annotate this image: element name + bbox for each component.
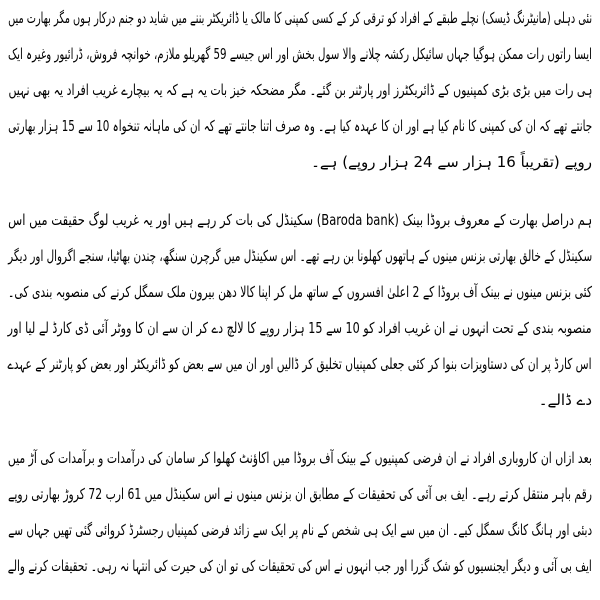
article-line (8, 310, 592, 346)
article-line (8, 36, 592, 72)
article-line (8, 382, 592, 418)
article-line (8, 72, 592, 108)
article-line (8, 512, 592, 548)
line-text: ہم دراصل بھارت کے معروف بروڈا بینک (Baroda bank) سکینڈل کی بات کر رہے ہیں اور یہ غریب لوگ حقیقت میں اس (8, 211, 592, 229)
article-paragraph (8, 0, 592, 180)
line-text: رقم باہر منتقل کرتے رہے۔ ایف بی آئی کی تحقیقات کے مطابق ان بزنس مینوں نے اس سکینڈل میں 61 ارب 72 کروڑ بھارتی روپے (8, 485, 592, 503)
line-text: نئی دہلی (مانیٹرنگ ڈیسک) نچلے طبقے کے افراد کو ترقی کر کے کسی کمپنی کا مالک یا ڈائریکٹر بننے میں شاید دو جنم درکار ہوں مگر بھارت میں (8, 9, 592, 27)
line-text: اس کارڈ پر ان کی دستاویزات بنوا کر کئی جعلی کمپنیاں تخلیق کر ڈالیں اور ان میں سے بعض کو ڈائریکٹر اور بعض کو پارٹنر کے عہدے (8, 355, 592, 373)
article-line (8, 274, 592, 310)
line-text: ایف بی آئی و دیگر ایجنسیوں کو شک گزرا اور جب انہوں نے اس کی تحقیقات کی تو ان کی حیرت کی انتہا نہ رہی۔ تحقیقات کرنے والے (8, 557, 592, 575)
article-line (8, 202, 592, 238)
line-text: بعد ازاں ان کاروباری افراد نے ان فرضی کمپنیوں کے بینک آف بروڈا میں اکاؤنٹ کھلوا کر سامان کی درآمدات و برآمدات کی آڑ میں (8, 449, 592, 467)
article-paragraph (8, 440, 592, 584)
line-text: دے ڈالے۔ (538, 391, 592, 409)
line-text: ایسا راتوں رات ممکن ہوگیا جہاں سائیکل رکشہ چلانے والا سول بخش اور اس جیسے 59 گھریلو ملازم، خوانچہ فروش، ڈرائیور وغیرہ ایک (8, 45, 592, 63)
article-line (8, 476, 592, 512)
line-text: ہی رات میں بڑی بڑی کمپنیوں کے ڈائریکٹرز اور پارٹنر بن گئے۔ مگر مضحکہ خیز بات یہ ہے کہ یہ بیچارے غریب افراد یہ بھی نہیں (8, 81, 592, 99)
line-text: منصوبہ بندی کے تحت انہوں نے ان غریب افراد کو 10 سے 15 ہزار روپے کا لالچ دے کر ان سے ان کا ووٹر آئی ڈی کارڈ لے لیا اور (8, 319, 592, 337)
article-paragraph (8, 202, 592, 418)
article-line (8, 108, 592, 144)
article-line (8, 144, 592, 180)
line-text: روپے (تقریباً 16 ہزار سے 24 ہزار روپے) ہے۔ (311, 153, 592, 171)
line-text: جانتے تھے کہ ان کی کمپنی کا نام کیا ہے اور ان کا عہدہ کیا ہے۔ وہ صرف اتنا جانتے تھے کہ ان کی ماہانہ تنخواہ 10 سے 15 ہزار بھارتی (8, 117, 593, 135)
article-line (8, 346, 592, 382)
line-text: سکینڈل کے خالق بھارتی بزنس مینوں کے ہاتھوں کھلونا بن رہے تھے۔ اس سکینڈل میں گرچرن سنگھ، چندن بھاٹیا، سنجے اگروال اور دیگر (8, 247, 592, 265)
article-line (8, 548, 592, 584)
article-line (8, 0, 592, 36)
article-line (8, 440, 592, 476)
line-text: کئی بزنس مینوں نے بینک آف بروڈا کے 2 اعلیٰ افسروں کے ساتھ مل کر اپنا کالا دھن بیرون ملک سمگل کرنے کی منصوبہ بندی کی۔ (8, 283, 592, 301)
article-line (8, 238, 592, 274)
line-text: دبئی اور ہانگ کانگ سمگل کیے۔ ان میں سے ایک ہی شخص کے نام پر ایک سے زائد فرضی کمپنیاں رجسٹرڈ کروائی گئی تھیں جہاں سے (8, 521, 592, 539)
